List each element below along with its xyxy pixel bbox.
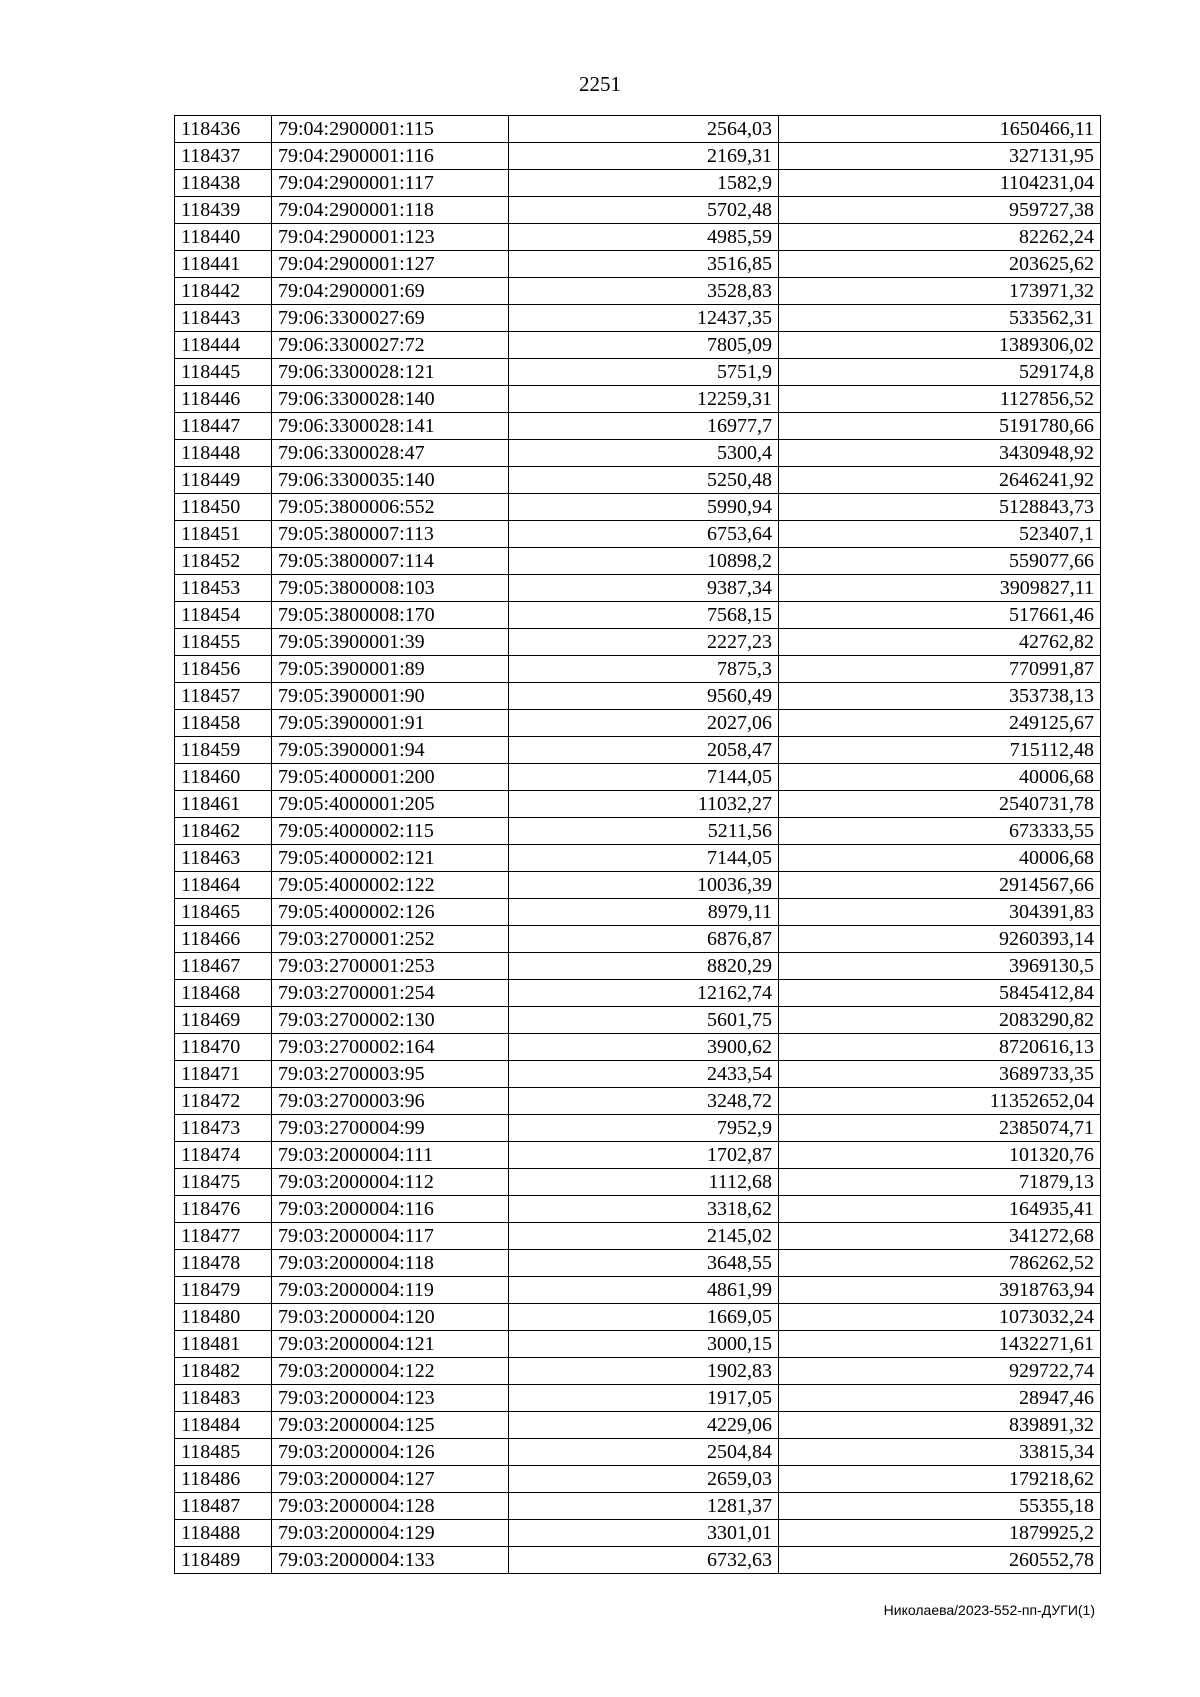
value-cell: 559077,66 [779, 548, 1101, 575]
value-cell: 40006,68 [779, 845, 1101, 872]
row-number-cell: 118483 [175, 1385, 272, 1412]
row-number-cell: 118446 [175, 386, 272, 413]
row-number-cell: 118479 [175, 1277, 272, 1304]
cadastral-number-cell: 79:03:2000004:129 [272, 1520, 509, 1547]
row-number-cell: 118480 [175, 1304, 272, 1331]
value-cell: 341272,68 [779, 1223, 1101, 1250]
cadastral-number-cell: 79:06:3300027:69 [272, 305, 509, 332]
area-cell: 4985,59 [509, 224, 779, 251]
area-cell: 8820,29 [509, 953, 779, 980]
area-cell: 16977,7 [509, 413, 779, 440]
value-cell: 55355,18 [779, 1493, 1101, 1520]
value-cell: 203625,62 [779, 251, 1101, 278]
value-cell: 11352652,04 [779, 1088, 1101, 1115]
area-cell: 1281,37 [509, 1493, 779, 1520]
area-cell: 7805,09 [509, 332, 779, 359]
cadastral-number-cell: 79:05:4000002:122 [272, 872, 509, 899]
table-row [175, 656, 1101, 683]
table-row [175, 494, 1101, 521]
table-row [175, 467, 1101, 494]
row-number-cell: 118447 [175, 413, 272, 440]
value-cell: 3430948,92 [779, 440, 1101, 467]
area-cell: 2227,23 [509, 629, 779, 656]
area-cell: 3648,55 [509, 1250, 779, 1277]
area-cell: 12162,74 [509, 980, 779, 1007]
area-cell: 2058,47 [509, 737, 779, 764]
table-row [175, 1250, 1101, 1277]
area-cell: 5751,9 [509, 359, 779, 386]
table-row [175, 1439, 1101, 1466]
table-row [175, 818, 1101, 845]
cadastral-number-cell: 79:03:2000004:118 [272, 1250, 509, 1277]
value-cell: 2914567,66 [779, 872, 1101, 899]
value-cell: 179218,62 [779, 1466, 1101, 1493]
cadastral-number-cell: 79:05:3800006:552 [272, 494, 509, 521]
cadastral-number-cell: 79:03:2700004:99 [272, 1115, 509, 1142]
value-cell: 959727,38 [779, 197, 1101, 224]
cadastral-number-cell: 79:03:2000004:122 [272, 1358, 509, 1385]
value-cell: 673333,55 [779, 818, 1101, 845]
area-cell: 5211,56 [509, 818, 779, 845]
cadastral-number-cell: 79:05:4000001:200 [272, 764, 509, 791]
table-row [175, 1358, 1101, 1385]
table-body [175, 116, 1101, 1574]
row-number-cell: 118486 [175, 1466, 272, 1493]
table-row [175, 629, 1101, 656]
area-cell: 7568,15 [509, 602, 779, 629]
cadastral-number-cell: 79:03:2000004:116 [272, 1196, 509, 1223]
value-cell: 2083290,82 [779, 1007, 1101, 1034]
area-cell: 2564,03 [509, 116, 779, 143]
value-cell: 3689733,35 [779, 1061, 1101, 1088]
row-number-cell: 118462 [175, 818, 272, 845]
area-cell: 7144,05 [509, 845, 779, 872]
cadastral-number-cell: 79:03:2000004:125 [272, 1412, 509, 1439]
cadastral-number-cell: 79:03:2700001:253 [272, 953, 509, 980]
row-number-cell: 118438 [175, 170, 272, 197]
cadastral-number-cell: 79:05:4000002:126 [272, 899, 509, 926]
table-row [175, 737, 1101, 764]
row-number-cell: 118473 [175, 1115, 272, 1142]
value-cell: 8720616,13 [779, 1034, 1101, 1061]
area-cell: 5702,48 [509, 197, 779, 224]
value-cell: 9260393,14 [779, 926, 1101, 953]
table-row [175, 845, 1101, 872]
value-cell: 5128843,73 [779, 494, 1101, 521]
table-row [175, 602, 1101, 629]
cadastral-number-cell: 79:05:3800008:170 [272, 602, 509, 629]
table-row [175, 953, 1101, 980]
value-cell: 3918763,94 [779, 1277, 1101, 1304]
table-row [175, 575, 1101, 602]
table-row [175, 359, 1101, 386]
area-cell: 8979,11 [509, 899, 779, 926]
table-row [175, 1412, 1101, 1439]
cadastral-number-cell: 79:06:3300028:47 [272, 440, 509, 467]
cadastral-number-cell: 79:05:4000001:205 [272, 791, 509, 818]
row-number-cell: 118481 [175, 1331, 272, 1358]
value-cell: 517661,46 [779, 602, 1101, 629]
table-row [175, 170, 1101, 197]
table-row [175, 1277, 1101, 1304]
table-row [175, 710, 1101, 737]
row-number-cell: 118436 [175, 116, 272, 143]
row-number-cell: 118444 [175, 332, 272, 359]
value-cell: 3909827,11 [779, 575, 1101, 602]
cadastral-number-cell: 79:03:2700003:95 [272, 1061, 509, 1088]
value-cell: 1073032,24 [779, 1304, 1101, 1331]
row-number-cell: 118460 [175, 764, 272, 791]
area-cell: 1917,05 [509, 1385, 779, 1412]
cadastral-number-cell: 79:06:3300028:140 [272, 386, 509, 413]
value-cell: 82262,24 [779, 224, 1101, 251]
row-number-cell: 118449 [175, 467, 272, 494]
value-cell: 2385074,71 [779, 1115, 1101, 1142]
table-row [175, 1331, 1101, 1358]
value-cell: 1104231,04 [779, 170, 1101, 197]
row-number-cell: 118469 [175, 1007, 272, 1034]
table-row [175, 440, 1101, 467]
value-cell: 40006,68 [779, 764, 1101, 791]
area-cell: 3301,01 [509, 1520, 779, 1547]
area-cell: 6753,64 [509, 521, 779, 548]
area-cell: 2169,31 [509, 143, 779, 170]
value-cell: 353738,13 [779, 683, 1101, 710]
value-cell: 839891,32 [779, 1412, 1101, 1439]
area-cell: 5300,4 [509, 440, 779, 467]
table-row [175, 1385, 1101, 1412]
table-row [175, 278, 1101, 305]
cadastral-number-cell: 79:03:2000004:123 [272, 1385, 509, 1412]
area-cell: 7144,05 [509, 764, 779, 791]
area-cell: 10036,39 [509, 872, 779, 899]
area-cell: 1902,83 [509, 1358, 779, 1385]
row-number-cell: 118468 [175, 980, 272, 1007]
area-cell: 2659,03 [509, 1466, 779, 1493]
row-number-cell: 118484 [175, 1412, 272, 1439]
cadastral-number-cell: 79:03:2000004:121 [272, 1331, 509, 1358]
cadastral-number-cell: 79:05:4000002:115 [272, 818, 509, 845]
row-number-cell: 118464 [175, 872, 272, 899]
value-cell: 533562,31 [779, 305, 1101, 332]
area-cell: 5250,48 [509, 467, 779, 494]
table-row [175, 683, 1101, 710]
table-row [175, 521, 1101, 548]
area-cell: 12437,35 [509, 305, 779, 332]
cadastral-number-cell: 79:06:3300035:140 [272, 467, 509, 494]
row-number-cell: 118440 [175, 224, 272, 251]
cadastral-number-cell: 79:05:3900001:91 [272, 710, 509, 737]
table-row [175, 872, 1101, 899]
cadastral-number-cell: 79:04:2900001:69 [272, 278, 509, 305]
value-cell: 71879,13 [779, 1169, 1101, 1196]
cadastral-number-cell: 79:03:2000004:133 [272, 1547, 509, 1574]
value-cell: 715112,48 [779, 737, 1101, 764]
row-number-cell: 118482 [175, 1358, 272, 1385]
row-number-cell: 118457 [175, 683, 272, 710]
table-row [175, 980, 1101, 1007]
area-cell: 1702,87 [509, 1142, 779, 1169]
row-number-cell: 118478 [175, 1250, 272, 1277]
row-number-cell: 118489 [175, 1547, 272, 1574]
value-cell: 101320,76 [779, 1142, 1101, 1169]
table-row [175, 251, 1101, 278]
table-row [175, 926, 1101, 953]
value-cell: 529174,8 [779, 359, 1101, 386]
row-number-cell: 118467 [175, 953, 272, 980]
row-number-cell: 118443 [175, 305, 272, 332]
table-row [175, 1223, 1101, 1250]
row-number-cell: 118476 [175, 1196, 272, 1223]
row-number-cell: 118477 [175, 1223, 272, 1250]
area-cell: 2145,02 [509, 1223, 779, 1250]
cadastral-number-cell: 79:03:2000004:126 [272, 1439, 509, 1466]
table-row [175, 1520, 1101, 1547]
cadastral-table [174, 115, 1101, 1574]
table-row [175, 224, 1101, 251]
row-number-cell: 118470 [175, 1034, 272, 1061]
cadastral-number-cell: 79:05:3800007:113 [272, 521, 509, 548]
table-row [175, 1304, 1101, 1331]
table-row [175, 143, 1101, 170]
table-row [175, 332, 1101, 359]
value-cell: 1127856,52 [779, 386, 1101, 413]
area-cell: 5601,75 [509, 1007, 779, 1034]
page-number: 2251 [579, 72, 621, 96]
table-row [175, 1547, 1101, 1574]
area-cell: 9387,34 [509, 575, 779, 602]
cadastral-number-cell: 79:04:2900001:118 [272, 197, 509, 224]
cadastral-number-cell: 79:05:4000002:121 [272, 845, 509, 872]
area-cell: 6732,63 [509, 1547, 779, 1574]
area-cell: 1669,05 [509, 1304, 779, 1331]
value-cell: 304391,83 [779, 899, 1101, 926]
row-number-cell: 118488 [175, 1520, 272, 1547]
area-cell: 1582,9 [509, 170, 779, 197]
table-row [175, 1169, 1101, 1196]
row-number-cell: 118442 [175, 278, 272, 305]
row-number-cell: 118471 [175, 1061, 272, 1088]
row-number-cell: 118455 [175, 629, 272, 656]
area-cell: 12259,31 [509, 386, 779, 413]
value-cell: 1879925,2 [779, 1520, 1101, 1547]
area-cell: 3900,62 [509, 1034, 779, 1061]
value-cell: 1389306,02 [779, 332, 1101, 359]
cadastral-number-cell: 79:06:3300028:141 [272, 413, 509, 440]
value-cell: 42762,82 [779, 629, 1101, 656]
cadastral-number-cell: 79:03:2000004:112 [272, 1169, 509, 1196]
value-cell: 1650466,11 [779, 116, 1101, 143]
area-cell: 2504,84 [509, 1439, 779, 1466]
cadastral-number-cell: 79:03:2700003:96 [272, 1088, 509, 1115]
cadastral-number-cell: 79:05:3800007:114 [272, 548, 509, 575]
row-number-cell: 118451 [175, 521, 272, 548]
cadastral-number-cell: 79:04:2900001:123 [272, 224, 509, 251]
row-number-cell: 118463 [175, 845, 272, 872]
value-cell: 1432271,61 [779, 1331, 1101, 1358]
cadastral-number-cell: 79:03:2700001:254 [272, 980, 509, 1007]
cadastral-number-cell: 79:03:2000004:120 [272, 1304, 509, 1331]
row-number-cell: 118474 [175, 1142, 272, 1169]
table-row [175, 305, 1101, 332]
value-cell: 164935,41 [779, 1196, 1101, 1223]
value-cell: 2646241,92 [779, 467, 1101, 494]
area-cell: 5990,94 [509, 494, 779, 521]
table-row [175, 899, 1101, 926]
table-row [175, 197, 1101, 224]
area-cell: 7952,9 [509, 1115, 779, 1142]
row-number-cell: 118472 [175, 1088, 272, 1115]
row-number-cell: 118475 [175, 1169, 272, 1196]
cadastral-number-cell: 79:05:3900001:94 [272, 737, 509, 764]
area-cell: 2027,06 [509, 710, 779, 737]
table-row [175, 1466, 1101, 1493]
value-cell: 2540731,78 [779, 791, 1101, 818]
cadastral-number-cell: 79:05:3900001:39 [272, 629, 509, 656]
table-row [175, 548, 1101, 575]
table-row [175, 1196, 1101, 1223]
table-row [175, 1007, 1101, 1034]
row-number-cell: 118445 [175, 359, 272, 386]
table-row [175, 764, 1101, 791]
value-cell: 260552,78 [779, 1547, 1101, 1574]
cadastral-number-cell: 79:03:2000004:117 [272, 1223, 509, 1250]
row-number-cell: 118450 [175, 494, 272, 521]
row-number-cell: 118439 [175, 197, 272, 224]
cadastral-number-cell: 79:04:2900001:115 [272, 116, 509, 143]
cadastral-number-cell: 79:03:2000004:128 [272, 1493, 509, 1520]
value-cell: 249125,67 [779, 710, 1101, 737]
table-row [175, 386, 1101, 413]
area-cell: 4229,06 [509, 1412, 779, 1439]
table-row [175, 1493, 1101, 1520]
area-cell: 4861,99 [509, 1277, 779, 1304]
cadastral-number-cell: 79:05:3800008:103 [272, 575, 509, 602]
table-row [175, 1115, 1101, 1142]
table-row [175, 791, 1101, 818]
row-number-cell: 118452 [175, 548, 272, 575]
cadastral-number-cell: 79:06:3300027:72 [272, 332, 509, 359]
area-cell: 7875,3 [509, 656, 779, 683]
cadastral-number-cell: 79:04:2900001:127 [272, 251, 509, 278]
area-cell: 2433,54 [509, 1061, 779, 1088]
area-cell: 3248,72 [509, 1088, 779, 1115]
cadastral-number-cell: 79:05:3900001:90 [272, 683, 509, 710]
cadastral-number-cell: 79:03:2000004:127 [272, 1466, 509, 1493]
cadastral-number-cell: 79:04:2900001:116 [272, 143, 509, 170]
cadastral-number-cell: 79:03:2700002:130 [272, 1007, 509, 1034]
area-cell: 1112,68 [509, 1169, 779, 1196]
row-number-cell: 118485 [175, 1439, 272, 1466]
table-row [175, 1061, 1101, 1088]
row-number-cell: 118441 [175, 251, 272, 278]
cadastral-number-cell: 79:04:2900001:117 [272, 170, 509, 197]
value-cell: 173971,32 [779, 278, 1101, 305]
area-cell: 3528,83 [509, 278, 779, 305]
row-number-cell: 118454 [175, 602, 272, 629]
row-number-cell: 118453 [175, 575, 272, 602]
row-number-cell: 118487 [175, 1493, 272, 1520]
row-number-cell: 118458 [175, 710, 272, 737]
value-cell: 5191780,66 [779, 413, 1101, 440]
row-number-cell: 118466 [175, 926, 272, 953]
value-cell: 33815,34 [779, 1439, 1101, 1466]
cadastral-number-cell: 79:03:2000004:119 [272, 1277, 509, 1304]
cadastral-number-cell: 79:03:2700002:164 [272, 1034, 509, 1061]
table-row [175, 1142, 1101, 1169]
area-cell: 10898,2 [509, 548, 779, 575]
cadastral-number-cell: 79:05:3900001:89 [272, 656, 509, 683]
row-number-cell: 118437 [175, 143, 272, 170]
row-number-cell: 118456 [175, 656, 272, 683]
table-row [175, 1088, 1101, 1115]
table-row [175, 116, 1101, 143]
table-row [175, 413, 1101, 440]
row-number-cell: 118465 [175, 899, 272, 926]
cadastral-number-cell: 79:03:2000004:111 [272, 1142, 509, 1169]
area-cell: 3000,15 [509, 1331, 779, 1358]
area-cell: 11032,27 [509, 791, 779, 818]
value-cell: 327131,95 [779, 143, 1101, 170]
area-cell: 3516,85 [509, 251, 779, 278]
table-row [175, 1034, 1101, 1061]
value-cell: 523407,1 [779, 521, 1101, 548]
value-cell: 3969130,5 [779, 953, 1101, 980]
row-number-cell: 118459 [175, 737, 272, 764]
row-number-cell: 118461 [175, 791, 272, 818]
value-cell: 28947,46 [779, 1385, 1101, 1412]
document-footer: Николаева/2023-552-пп-ДУГИ(1) [883, 1602, 1095, 1618]
area-cell: 6876,87 [509, 926, 779, 953]
value-cell: 770991,87 [779, 656, 1101, 683]
cadastral-number-cell: 79:06:3300028:121 [272, 359, 509, 386]
value-cell: 5845412,84 [779, 980, 1101, 1007]
value-cell: 929722,74 [779, 1358, 1101, 1385]
row-number-cell: 118448 [175, 440, 272, 467]
value-cell: 786262,52 [779, 1250, 1101, 1277]
area-cell: 3318,62 [509, 1196, 779, 1223]
area-cell: 9560,49 [509, 683, 779, 710]
cadastral-number-cell: 79:03:2700001:252 [272, 926, 509, 953]
